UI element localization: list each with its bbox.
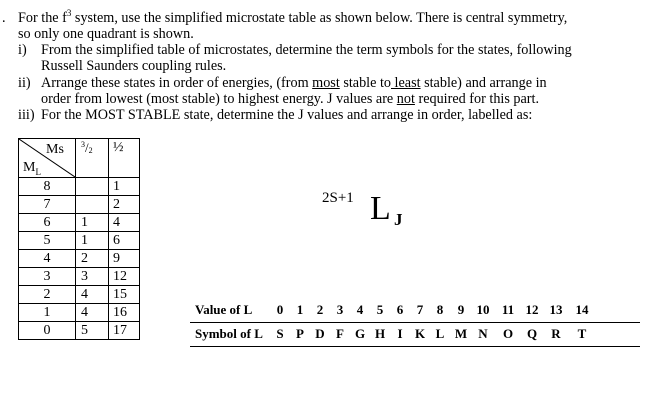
value-of-l-label: Value of L — [195, 302, 253, 317]
ms-three-halves-count: 1 — [76, 214, 109, 232]
l-value: 11 — [501, 302, 515, 317]
ms-three-halves-count — [76, 178, 109, 196]
l-value: 0 — [276, 302, 284, 317]
item-i-marker: i) — [18, 42, 27, 58]
ms-one-half-count: 17 — [109, 322, 140, 340]
ms-three-halves-count: 3 — [76, 268, 109, 286]
ms-one-half-count: 16 — [109, 304, 140, 322]
l-symbol: O — [502, 326, 514, 341]
l-value: 5 — [376, 302, 384, 317]
l-symbol: S — [276, 326, 284, 341]
ml-value: 0 — [19, 322, 76, 340]
ms-one-half-count: 1 — [109, 178, 140, 196]
item-iii-line-1: For the MOST STABLE state, determine the J values and arrange in order, labelled as: — [41, 107, 533, 123]
l-symbol: L — [435, 326, 445, 341]
l-symbol: F — [336, 326, 344, 341]
term-symbol-multiplicity: 2S+1 — [322, 190, 354, 206]
symbol-of-l-label: Symbol of L — [195, 326, 263, 341]
microstate-row — [19, 286, 140, 304]
ml-value: 8 — [19, 178, 76, 196]
ms-three-halves-count: 2 — [76, 250, 109, 268]
l-value: 3 — [336, 302, 344, 317]
l-symbol: D — [315, 326, 325, 341]
ms-three-halves-count: 1 — [76, 232, 109, 250]
microstate-row — [19, 322, 140, 340]
item-ii-line-2: order from lowest (most stable) to highest energy. J values are not required for this part. — [41, 91, 540, 107]
l-symbol: I — [397, 326, 403, 341]
l-symbol: N — [478, 326, 488, 341]
item-i-line-1: From the simplified table of microstates, determine the term symbols for the states, following — [41, 42, 572, 58]
l-value: 13 — [549, 302, 563, 317]
microstate-row — [19, 268, 140, 286]
l-value: 9 — [457, 302, 465, 317]
l-value: 4 — [356, 302, 364, 317]
l-symbol: R — [551, 326, 561, 341]
l-value: 7 — [416, 302, 424, 317]
ml-value: 7 — [19, 196, 76, 214]
l-table-bottom-rule — [190, 346, 640, 347]
l-value: 10 — [476, 302, 490, 317]
ml-label: $M_L$ — [23, 160, 41, 177]
ms-three-halves-count — [76, 196, 109, 214]
ms-one-half-count: 9 — [109, 250, 140, 268]
term-symbol-j: J — [394, 210, 403, 229]
l-value: 8 — [436, 302, 444, 317]
l-symbol: Q — [526, 326, 538, 341]
ms-one-half-count: 2 — [109, 196, 140, 214]
l-symbol: K — [414, 326, 426, 341]
l-symbol: P — [296, 326, 304, 341]
item-ii-line-1: Arrange these states in order of energies, (from most stable to least stable) and arrange in — [41, 75, 547, 91]
l-value: 1 — [296, 302, 304, 317]
item-ii-marker: ii) — [18, 75, 31, 91]
microstate-row — [19, 214, 140, 232]
ms-three-halves-count: 5 — [76, 322, 109, 340]
l-symbol: T — [577, 326, 587, 341]
ms-three-halves-count: 4 — [76, 304, 109, 322]
intro-line-2: so only one quadrant is shown. — [18, 26, 194, 42]
intro-line-1: For the $f^3$ system, use the simplified microstate table as shown below. There is central symmetry, — [18, 8, 568, 26]
term-symbol-letter: L — [370, 190, 391, 227]
ms-one-half-header: ½ — [109, 139, 140, 178]
microstate-row — [19, 232, 140, 250]
microstate-row — [19, 304, 140, 322]
microstate-header-row — [19, 139, 140, 178]
l-value: 12 — [525, 302, 539, 317]
ms-label: Ms — [46, 142, 64, 157]
corner-cell — [19, 139, 76, 178]
l-value: 6 — [396, 302, 404, 317]
l-symbol: H — [374, 326, 386, 341]
ml-value: 3 — [19, 268, 76, 286]
l-symbol: M — [454, 326, 468, 341]
microstate-table — [18, 138, 140, 340]
item-iii-marker: iii) — [18, 107, 35, 123]
ms-one-half-count: 15 — [109, 286, 140, 304]
microstate-row — [19, 250, 140, 268]
ms-three-halves-count: 4 — [76, 286, 109, 304]
ml-value: 6 — [19, 214, 76, 232]
l-symbol: G — [354, 326, 366, 341]
l-table-divider — [190, 322, 640, 323]
ml-value: 4 — [19, 250, 76, 268]
bullet: . — [2, 10, 6, 26]
ml-value: 2 — [19, 286, 76, 304]
ms-one-half-count: 12 — [109, 268, 140, 286]
item-i-line-2: Russell Saunders coupling rules. — [41, 58, 227, 74]
ml-value: 5 — [19, 232, 76, 250]
ml-value: 1 — [19, 304, 76, 322]
l-value: 14 — [575, 302, 589, 317]
microstate-row — [19, 196, 140, 214]
ms-three-halves-header: $^3/_2$ — [76, 139, 109, 178]
l-value: 2 — [316, 302, 324, 317]
ms-one-half-count: 6 — [109, 232, 140, 250]
ms-one-half-count: 4 — [109, 214, 140, 232]
